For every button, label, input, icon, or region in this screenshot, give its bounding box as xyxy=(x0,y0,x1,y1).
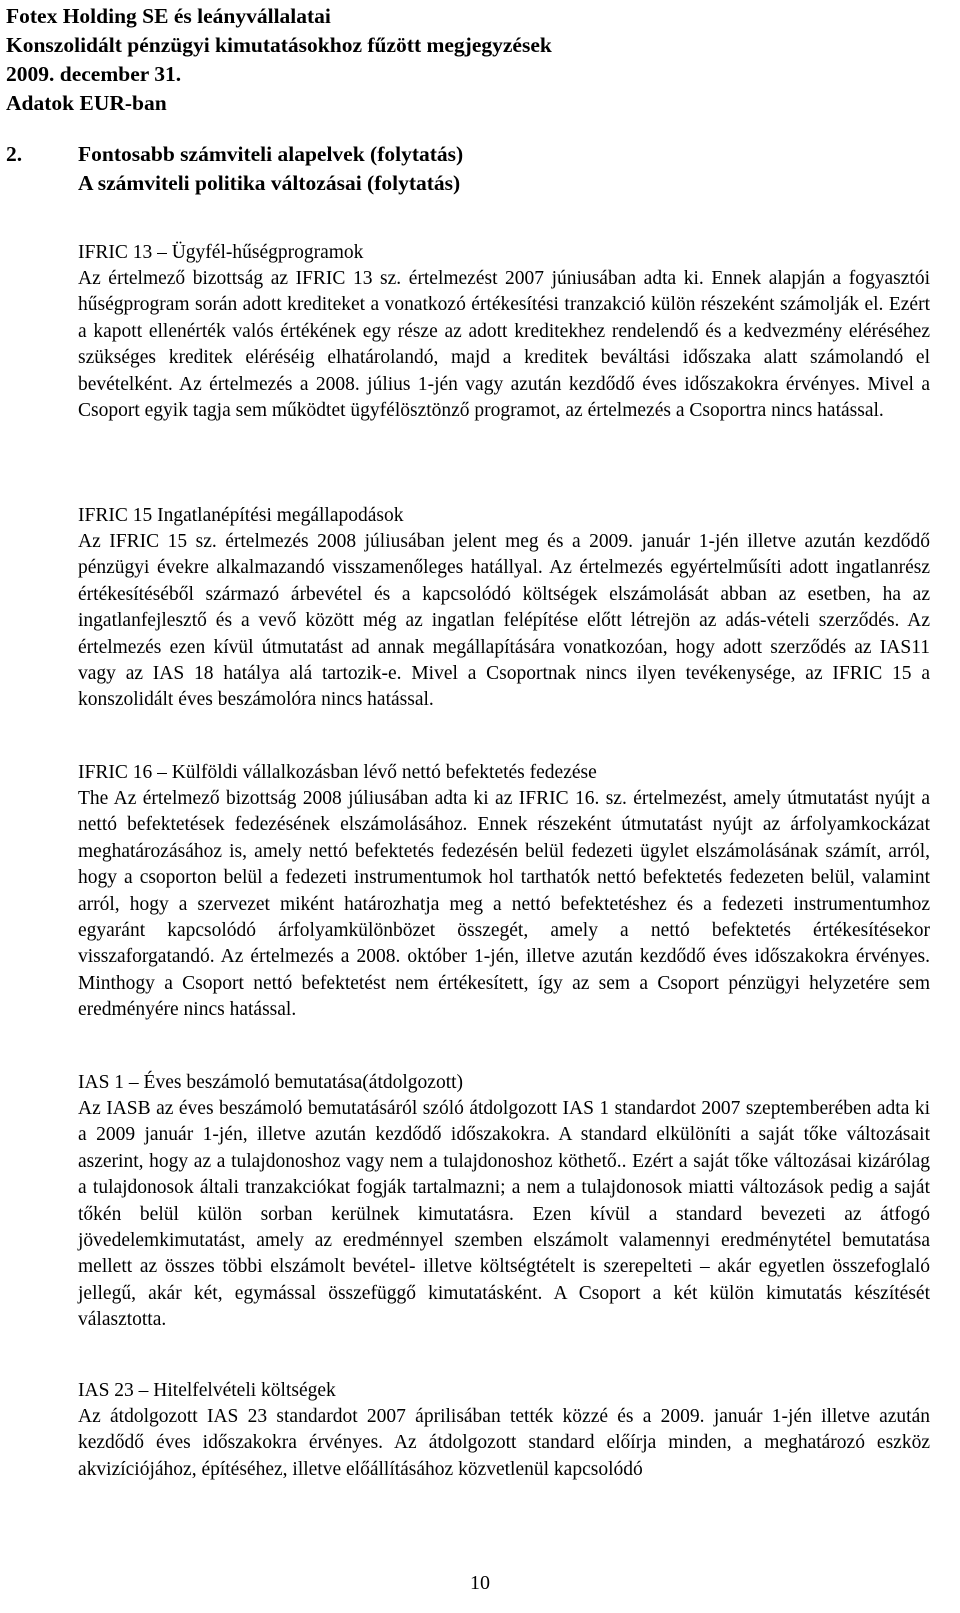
ifric13-block xyxy=(78,240,930,424)
block-title: IAS 23 – Hitelfelvételi költségek xyxy=(78,1380,336,1401)
block-paragraph: Az átdolgozott IAS 23 standardot 2007 áprilisában tették közzé és a 2009. január 1-jén illetve azután kezdődő éves időszakokra érvényes. Az átdolgozott standard előírja minden, a meghatározó eszköz akvizíciójához, építéséhez, illetve előállításához közvetlenül kapcsolódó xyxy=(78,1406,930,1480)
block-paragraph: The Az értelmező bizottság 2008 júliusában adta ki az IFRIC 16. sz. értelmezést, amely útmutatást nyújt a nettó befektetések fedezésének elszámolásához. Ennek részeként útmutatást nyújt az árfolyamkockázat meghatározásához is, amely nettó befektetés fedezésén belül fedezeti ügylet elszámolásának számít, arról, hogy a csoporton belül a fedezeti instrumentumok hol tarthatók nettó befektetés fedezeten belül, valamint arról, hogy a szervezet miként határozhatja meg a nettó befektetéshez és a fedezeti instrumentumhoz egyaránt kapcsolódó árfolyamkülönbözet összegét, amely a nettó befektetés értékesítésekor visszaforgatandó. Az értelmezés a 2008. október 1-jén, illetve azután kezdődő éves időszakokra érvényes. Minthogy a Csoport nettó befektetést nem értékesített, így az sem a Csoport pénzügyi helyzetére sem eredményére nincs hatással. xyxy=(78,788,930,1021)
section-number: 2. xyxy=(6,142,23,166)
ias1-block xyxy=(78,1070,930,1334)
section-heading xyxy=(6,140,463,198)
ias23-block xyxy=(78,1378,930,1483)
ifric16-block xyxy=(78,760,930,1024)
currency-note: Adatok EUR-ban xyxy=(6,91,167,115)
block-paragraph: Az IFRIC 15 sz. értelmezés 2008 júliusában jelent meg és a 2009. január 1-jén illetve azután kezdődő pénzügyi évekre alkalmazandó visszamenőleges hatállyal. Az értelmezés egyértelműsíti adott ingatlanrész értékesítéséből származó árbevétel és a kapcsolódó költségek elszámolását abban az esetben, ha az ingatlanfejlesztő és a vevő között még az ingatlan felépítése előtt létrejön az adás-vételi szerződés. Az értelmezés ezen kívül útmutatást ad annak megállapítására vonatkozóan, hogy adott szerződés az IAS11 vagy az IAS 18 hatálya alá tartozik-e. Mivel a Csoportnak nincs ilyen tevékenysége, az IFRIC 15 a konszolidált éves beszámolóra nincs hatással. xyxy=(78,531,930,711)
section-subtitle: A számviteli politika változásai (folytatás) xyxy=(78,171,461,195)
report-date: 2009. december 31. xyxy=(6,62,182,86)
block-title: IFRIC 13 – Ügyfél-hűségprogramok xyxy=(78,242,364,263)
company-name: Fotex Holding SE és leányvállalatai xyxy=(6,4,331,28)
document-title: Konszolidált pénzügyi kimutatásokhoz fűzött megjegyzések xyxy=(6,33,552,57)
document-header xyxy=(6,2,552,118)
block-paragraph: Az értelmező bizottság az IFRIC 13 sz. értelmezést 2007 júniusában adta ki. Ennek alapján a fogyasztói hűségprogram során adott krediteket a vonatkozó értékesítési tranzakció külön részeként számolják el. Ezért a kapott ellenérték valós értékének egy része az adott kreditekhez rendelendő és a kedvezmény eléréséhez szükséges kreditek eléréséig elhatárolandó, majd a kreditek beváltási időszaka alatt számolandó el bevételként. Az értelmezés a 2008. július 1-jén vagy azután kezdődő éves időszakokra érvényes. Mivel a Csoport egyik tagja sem működtet ügyfélösztönző programot, az értelmezés a Csoportra nincs hatással. xyxy=(78,268,930,422)
block-title: IFRIC 15 Ingatlanépítési megállapodások xyxy=(78,505,404,526)
block-title: IAS 1 – Éves beszámoló bemutatása(átdolgozott) xyxy=(78,1072,464,1093)
section-title: Fontosabb számviteli alapelvek (folytatás) xyxy=(78,142,464,166)
page-number: 10 xyxy=(470,1572,490,1594)
block-paragraph: Az IASB az éves beszámoló bemutatásáról szóló átdolgozott IAS 1 standardot 2007 szeptemberében adta ki a 2009 január 1-jén, illetve azután kezdődő időszakokra. A standard elkülöníti a saját tőke változásait aszerint, hogy az a tulajdonoshoz vagy nem a tulajdonoshoz köthető.. Ezért a saját tőke változásai kizárólag a tulajdonosok általi tranzakciókat fogják tartalmazni; a nem a tulajdonosok miatti változások pedig a saját tőkén belül külön sorban kerülnek kimutatásra. Ezen kívül a standard bevezeti az átfogó jövedelemkimutatást, amely az eredménnyel szemben elszámolt valamennyi eredménytétel bemutatása mellett az összes többi elszámolt bevétel- illetve költségtételt is szerepelteti – akár egyetlen összefoglaló jellegű, akár két, egymással összefüggő kimutatásként. A Csoport a két külön kimutatás készítését választotta. xyxy=(78,1098,930,1331)
block-title: IFRIC 16 – Külföldi vállalkozásban lévő nettó befektetés fedezése xyxy=(78,762,597,783)
ifric15-block xyxy=(78,503,930,714)
